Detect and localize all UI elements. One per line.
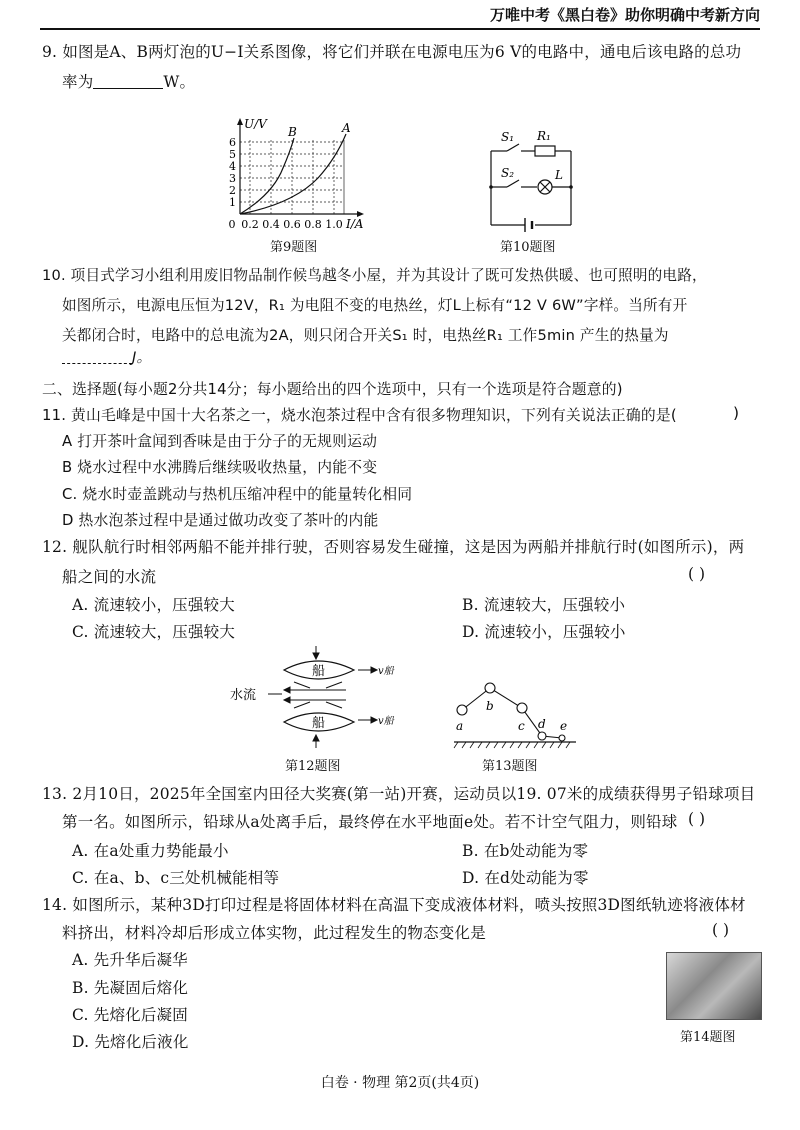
q9-ytick-5: 5	[229, 148, 236, 161]
q13-label-a: a	[456, 719, 464, 733]
q13-line2: 第一名。如图所示，铅球从a处离手后，最终停在水平地面e处。若不计空气阻力，则铅球	[62, 813, 678, 831]
q12-option-a[interactable]: A. 流速较小，压强较大	[72, 596, 235, 614]
q10-line3: 关都闭合时，电路中的总电流为2A，则只闭合开关S₁ 时，电热丝R₁ 工作5min 产生的热量为	[62, 327, 669, 344]
q9-label-b: B	[288, 125, 297, 139]
q12-option-d[interactable]: D. 流速较小，压强较小	[462, 623, 626, 641]
q9-ytick-3: 3	[229, 172, 236, 185]
q9-ytick-6: 6	[229, 136, 236, 149]
q13-option-a[interactable]: A. 在a处重力势能最小	[72, 842, 229, 860]
q9-ylabel: U/V	[244, 117, 267, 131]
q9-xtick-4: 0.8	[304, 218, 322, 231]
q14-line2: 料挤出，材料冷却后形成立体实物，此过程发生的物态变化是	[62, 924, 486, 942]
q9-line2	[62, 70, 195, 92]
header-rule	[40, 28, 760, 30]
q12-ships-figure	[228, 644, 408, 754]
q13-paren: ( )	[688, 810, 706, 828]
q12-paren: ( )	[688, 565, 706, 583]
q10-s2: S₂	[501, 166, 515, 180]
q9-caption: 第9题图	[270, 240, 318, 255]
q9-ytick-2: 2	[229, 184, 236, 197]
q10-r1: R₁	[537, 129, 551, 143]
q9-line2-pre: 率为	[62, 73, 94, 91]
q9-answer-blank[interactable]	[93, 74, 163, 89]
q11-option-a[interactable]: A 打开茶叶盒闻到香味是由于分子的无规则运动	[62, 433, 378, 450]
q11-option-b[interactable]: B 烧水过程中水沸腾后继续吸收热量，内能不变	[62, 459, 378, 476]
q12-line1: 12. 舰队航行时相邻两船不能并排行驶，否则容易发生碰撞，这是因为两船并排航行时(如图所示)，两	[42, 538, 745, 556]
q13-shotput-figure	[450, 650, 580, 750]
q13-option-b[interactable]: B. 在b处动能为零	[462, 842, 589, 860]
q10-caption: 第10题图	[500, 240, 556, 255]
q13-label-e: e	[560, 719, 568, 733]
q14-option-d[interactable]: D. 先熔化后液化	[72, 1033, 189, 1051]
q12-v2: v船	[378, 716, 394, 727]
q13-label-c: c	[518, 719, 525, 733]
q11-paren-close: )	[733, 404, 740, 422]
q12-option-c[interactable]: C. 流速较大，压强较大	[72, 623, 236, 641]
q14-option-c[interactable]: C. 先熔化后凝固	[72, 1006, 188, 1024]
q14-option-a[interactable]: A. 先升华后凝华	[72, 951, 188, 969]
q14-3d-printer-photo	[666, 952, 762, 1020]
page-footer: 白卷 · 物理 第2页(共4页)	[320, 1075, 480, 1091]
q12-ship-top: 船	[312, 664, 326, 679]
q9-curve-b	[240, 138, 294, 214]
q10-line4-post: J。	[132, 349, 152, 366]
q10-answer-blank[interactable]	[62, 349, 132, 364]
q14-line1: 14. 如图所示，某种3D打印过程是将固体材料在高温下变成液体材料，喷头按照3D图纸轨迹将液体材	[42, 896, 746, 914]
q13-caption: 第13题图	[482, 759, 538, 774]
q9-xtick-3: 0.6	[283, 218, 301, 231]
q11-stem: 11. 黄山毛峰是中国十大名茶之一，烧水泡茶过程中含有很多物理知识，下列有关说法正确的是(	[42, 407, 677, 424]
q9-xtick-0: 0	[228, 218, 236, 231]
q13-option-c[interactable]: C. 在a、b、c三处机械能相等	[72, 869, 280, 887]
q12-water-label: 水流	[230, 688, 257, 703]
q9-xtick-5: 1.0	[325, 218, 343, 231]
q9-label-a: A	[342, 121, 351, 135]
q9-xlabel: I/A	[346, 217, 364, 231]
q9-line1: 9. 如图是A、B两灯泡的U−I关系图像，将它们并联在电源电压为6 V的电路中，通电后该电路的总功	[42, 43, 742, 61]
page-header: 万唯中考《黑白卷》助你明确中考新方向	[489, 6, 760, 24]
q14-option-b[interactable]: B. 先凝固后熔化	[72, 979, 189, 997]
q9-xtick-1: 0.2	[241, 218, 259, 231]
q10-line1: 10. 项目式学习小组利用废旧物品制作候鸟越冬小屋，并为其设计了既可发热供暖、也可照明的电路，	[42, 267, 707, 284]
q11-option-c[interactable]: C. 烧水时壶盖跳动与热机压缩冲程中的能量转化相同	[62, 486, 413, 503]
q9-ui-graph	[218, 112, 388, 237]
q13-label-d: d	[538, 717, 546, 731]
q12-line2: 船之间的水流	[62, 568, 157, 586]
q9-line2-post: W。	[163, 73, 196, 91]
q10-circuit	[485, 125, 585, 235]
q13-line1: 13. 2月10日，2025年全国室内田径大奖赛(第一站)开赛，运动员以19. 07米的成绩获得男子铅球项目	[42, 785, 756, 803]
q12-ship-bottom: 船	[312, 716, 326, 731]
q12-caption: 第12题图	[285, 759, 341, 774]
q9-xtick-2: 0.4	[262, 218, 280, 231]
q9-ytick-1: 1	[229, 196, 236, 209]
q9-ytick-4: 4	[229, 160, 236, 173]
q10-s1: S₁	[501, 130, 515, 144]
q11-option-d[interactable]: D 热水泡茶过程中是通过做功改变了茶叶的内能	[62, 512, 379, 529]
q13-label-b: b	[486, 699, 494, 713]
q13-option-d[interactable]: D. 在d处动能为零	[462, 869, 589, 887]
q10-lamp: L	[555, 168, 563, 182]
q14-paren: ( )	[712, 921, 730, 939]
q14-caption: 第14题图	[680, 1030, 736, 1045]
q10-line4	[62, 346, 151, 367]
q12-v1: v船	[378, 666, 394, 677]
section2-title: 二、选择题(每小题2分共14分；每小题给出的四个选项中，只有一个选项是符合题意的)	[42, 381, 623, 398]
q12-option-b[interactable]: B. 流速较大，压强较小	[462, 596, 626, 614]
q10-line2: 如图所示，电源电压恒为12V，R₁ 为电阻不变的电热丝，灯L上标有“12 V 6W”字样。当所有开	[62, 297, 688, 314]
